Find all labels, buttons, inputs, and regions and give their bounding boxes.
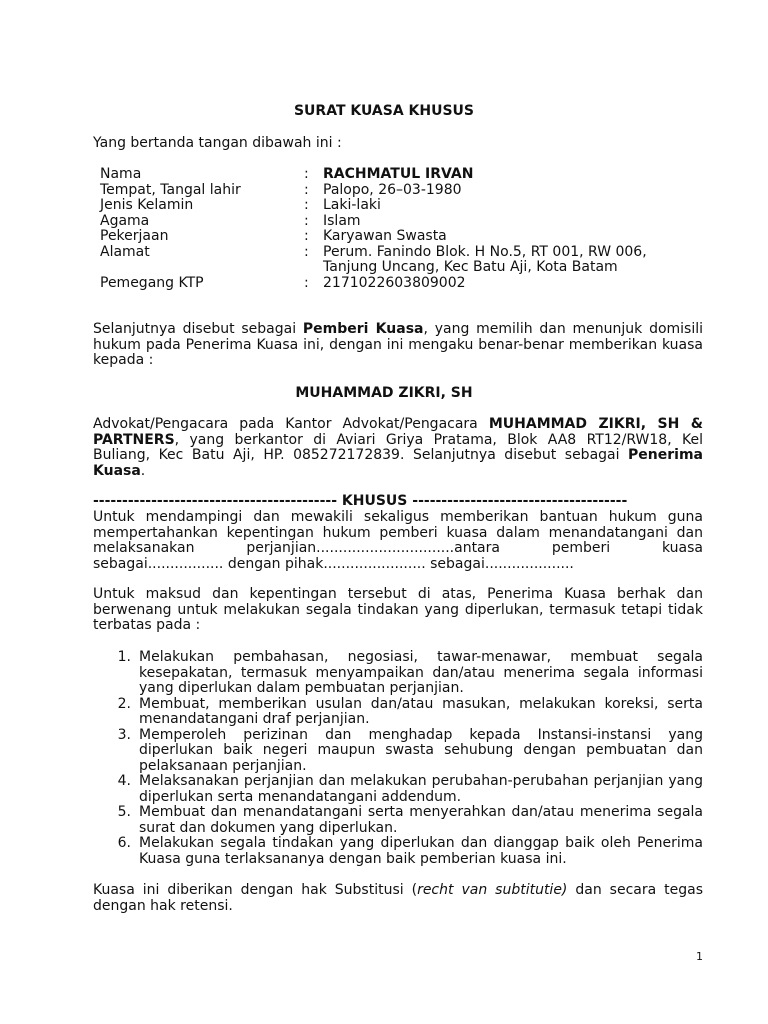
list-item-text: Membuat, memberikan usulan dan/atau masukan, melakukan koreksi, serta menandatangani draf perjanjian. <box>139 695 703 727</box>
identity-label: Jenis Kelamin <box>100 197 194 213</box>
identity-colon: : <box>304 274 309 291</box>
identity-colon: : <box>304 197 309 213</box>
list-number: 2. <box>117 695 131 712</box>
identity-colon: : <box>304 212 309 229</box>
paragraph-text: Untuk mendampingi dan mewakili sekaligus memberikan bantuan hukum guna mempertahankan kepentingan hukum pemberi kuasa dalam menandatangani dan melaksanakan perjanjian...............................antara pemberi kuasa <box>93 509 703 556</box>
paragraph-bold: Pemberi Kuasa <box>302 321 424 337</box>
identity-value-line2: Tanjung Uncang, Kec Batu Aji, Kota Batam <box>323 259 618 275</box>
identity-value: Palopo, 26–03-1980 <box>323 181 462 198</box>
list-item-text: Membuat dan menandatangani serta menyerahkan dan/atau menerima segala surat dan dokumen yang diperlukan. <box>139 804 703 836</box>
recipient-paragraph <box>93 417 703 479</box>
identity-colon: : <box>304 228 309 244</box>
paragraph-italic: recht van subtitutie) <box>417 882 568 898</box>
identity-value: Karyawan Swasta <box>323 228 447 244</box>
identity-row-religion <box>100 214 700 230</box>
list-item-text: Melakukan segala tindakan yang diperlukan dan dianggap baik oleh Penerima Kuasa guna terlaksananya dengan baik pemberian kuasa ini. <box>139 835 703 867</box>
list-item-text: Memperoleh perizinan dan menghadap kepada Instansi-instansi yang diperlukan baik negeri maupun swasta sehubung dengan pembuatan dan pelaksanaan perjanjian. <box>139 726 703 774</box>
identity-row-name <box>100 167 700 183</box>
list-item <box>93 697 703 728</box>
identity-label: Agama <box>100 212 150 229</box>
identity-value-name: RACHMATUL IRVAN <box>323 166 474 182</box>
list-number: 5. <box>117 804 131 820</box>
identity-value: 2171022603809002 <box>323 274 466 291</box>
list-number: 6. <box>117 835 131 851</box>
identity-table <box>100 167 700 291</box>
grantor-paragraph <box>93 322 703 369</box>
identity-colon: : <box>304 181 309 198</box>
intro-text: Yang bertanda tangan dibawah ini : <box>93 135 342 151</box>
recipient-name: MUHAMMAD ZIKRI, SH <box>295 385 473 401</box>
identity-colon: : <box>304 243 309 260</box>
identity-label: Nama <box>100 166 142 182</box>
purpose-paragraph <box>93 510 703 572</box>
paragraph-text: Selanjutnya disebut sebagai <box>93 321 303 337</box>
identity-row-birth <box>100 183 700 199</box>
identity-value: Laki-laki <box>323 197 381 213</box>
paragraph-bold: MUHAMMAD ZIKRI, SH & PARTNERS <box>93 416 704 448</box>
identity-label: Tempat, Tangal lahir <box>100 181 241 198</box>
identity-value: Islam <box>323 212 361 229</box>
list-item <box>93 728 703 775</box>
authority-paragraph: Untuk maksud dan kepentingan tersebut di atas, Penerima Kuasa berhak dan berwenang untuk melakukan segala tindakan yang diperlukan, termasuk tetapi tidak terbatas pada : <box>93 586 703 633</box>
authority-list <box>93 650 703 867</box>
identity-row-ktp <box>100 276 700 292</box>
paragraph-text: sebagai................. dengan pihak....................... sebagai.................... <box>93 555 574 572</box>
list-number: 4. <box>117 773 131 789</box>
substitution-paragraph <box>93 883 703 914</box>
list-number: 3. <box>117 726 131 743</box>
khusus-divider: ------------------------------------------ KHUSUS ------------------------------------- <box>93 494 628 509</box>
paragraph-text: , yang berkantor di Aviari Griya Pratama, Blok AA8 RT12/RW18, Kel Buliang, Kec Batu Aji, HP. 085272172839. Selanjutnya disebut sebagai <box>93 431 703 463</box>
paragraph-text: Kuasa ini diberikan dengan hak Substitusi ( <box>93 882 418 898</box>
identity-label: Pemegang KTP <box>100 274 204 291</box>
list-item <box>93 836 703 867</box>
identity-label: Pekerjaan <box>100 228 169 244</box>
paragraph-text: dan secara tegas dengan hak retensi. <box>93 882 704 914</box>
list-item <box>93 805 703 836</box>
page-number: 1 <box>696 950 703 963</box>
identity-row-address <box>100 245 700 276</box>
paragraph-bold: Penerima Kuasa <box>93 447 703 479</box>
list-item <box>93 650 703 697</box>
identity-label: Alamat <box>100 243 150 260</box>
identity-row-gender <box>100 198 700 214</box>
document-title: SURAT KUASA KHUSUS <box>293 103 475 119</box>
identity-value: Perum. Fanindo Blok. H No.5, RT 001, RW 006, <box>323 243 647 260</box>
paragraph-text: , yang memilih dan menunjuk domisili hukum pada Penerima Kuasa ini, dengan ini mengaku benar-benar memberikan kuasa kepada : <box>93 321 704 368</box>
list-item <box>93 774 703 805</box>
paragraph-text: Advokat/Pengacara pada Kantor Advokat/Pengacara <box>93 416 489 432</box>
list-item-text: Melakukan pembahasan, negosiasi, tawar-menawar, membuat segala kesepakatan, termasuk menyampaikan dan/atau menerima segala informasi yang diperlukan dalam pembuatan perjanjian. <box>139 649 703 696</box>
identity-colon: : <box>304 166 309 182</box>
identity-row-occupation <box>100 229 700 245</box>
list-number: 1. <box>117 649 131 665</box>
paragraph-text: . <box>140 462 146 479</box>
list-item-text: Melaksanakan perjanjian dan melakukan perubahan-perubahan perjanjian yang diperlukan serta menandatangani addendum. <box>139 773 703 805</box>
